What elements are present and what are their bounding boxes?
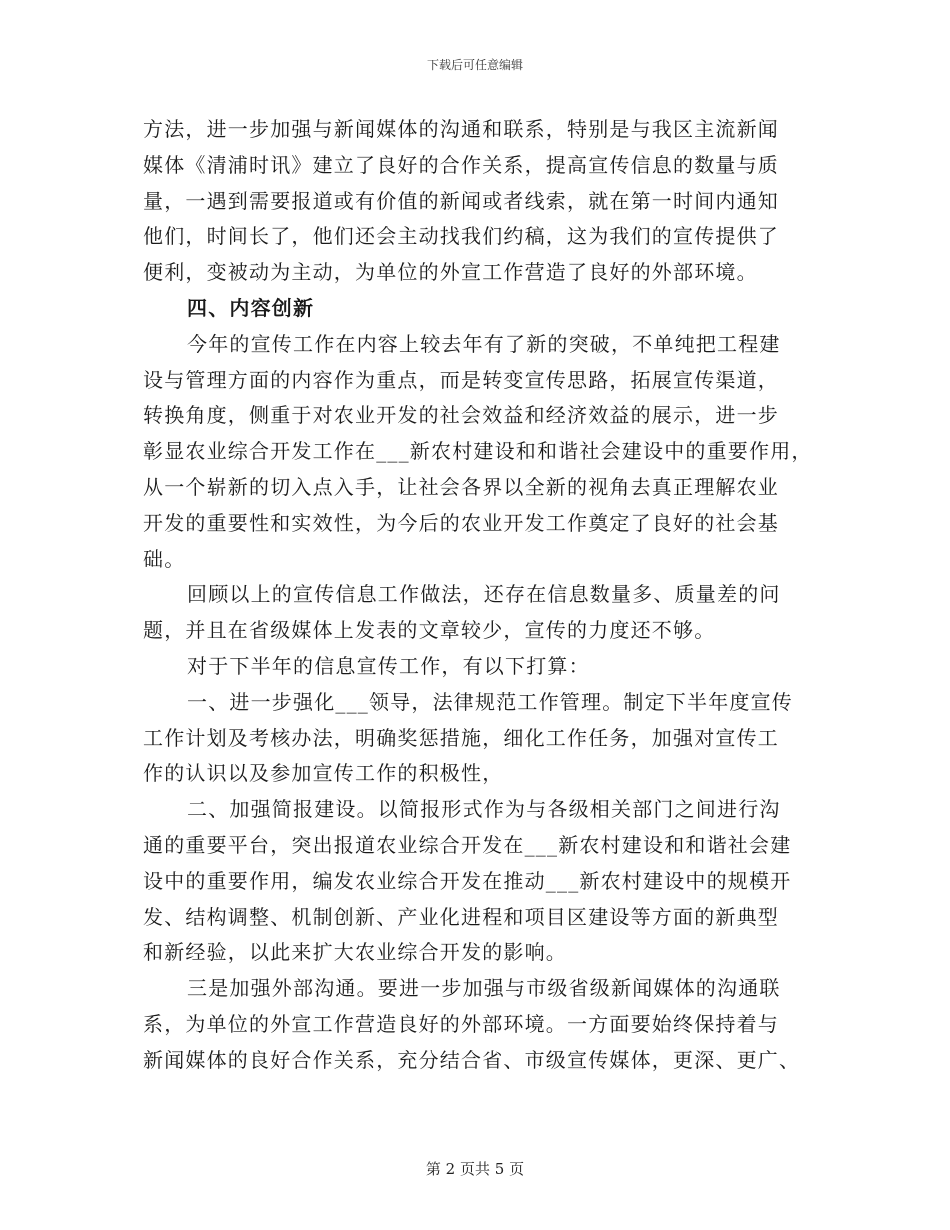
text-line: 新闻媒体的良好合作关系，充分结合省、市级宣传媒体，更深、更广、 — [143, 1047, 801, 1072]
paragraph-first-line: 二、加强简报建设。以简报形式作为与各级相关部门之间进行沟 — [187, 797, 781, 822]
text-line: 转换角度，侧重于对农业开发的社会效益和经济效益的展示，进一步 — [143, 403, 779, 428]
document-body — [143, 112, 815, 1079]
section-heading: 四、内容创新 — [187, 295, 315, 320]
text-line: 础。 — [143, 546, 186, 571]
page-header: 下载后可任意编辑 — [426, 58, 523, 72]
page-footer: 第 2 页共 5 页 — [425, 1160, 525, 1178]
text-line: 作的认识以及参加宣传工作的积极性， — [143, 761, 504, 786]
text-line: 工作计划及考核办法，明确奖惩措施，细化工作任务，加强对宣传工 — [143, 725, 779, 750]
paragraph-first-line: 三是加强外部沟通。要进一步加强与市级省级新闻媒体的沟通联 — [187, 976, 781, 1001]
paragraph-first-line: 对于下半年的信息宣传工作，有以下打算： — [187, 653, 590, 678]
text-line: 通的重要平台，突出报道农业综合开发在___新农村建设和和谐社会建 — [143, 832, 792, 857]
text-line: 设与管理方面的内容作为重点，而是转变宣传思路，拓展宣传渠道， — [143, 367, 779, 392]
text-line: 从一个崭新的切入点入手，让社会各界以全新的视角去真正理解农业 — [143, 474, 779, 499]
text-line: 发、结构调整、机制创新、产业化进程和项目区建设等方面的新典型 — [143, 904, 779, 929]
text-line: 设中的重要作用，编发农业综合开发在推动___新农村建设中的规模开 — [143, 868, 792, 893]
text-line: 方法，进一步加强与新闻媒体的沟通和联系，特别是与我区主流新闻 — [143, 117, 779, 141]
text-line: 题，并且在省级媒体上发表的文章较少，宣传的力度还不够。 — [143, 618, 716, 643]
paragraph-first-line: 一、进一步强化___领导，法律规范工作管理。制定下半年度宣传 — [187, 689, 793, 714]
text-line: 彰显农业综合开发工作在___新农村建设和和谐社会建设中的重要作用， — [143, 439, 813, 464]
text-line: 媒体《清浦时讯》建立了良好的合作关系，提高宣传信息的数量与质 — [143, 152, 779, 177]
text-line: 和新经验，以此来扩大农业综合开发的影响。 — [143, 940, 567, 965]
text-line: 开发的重要性和实效性，为今后的农业开发工作奠定了良好的社会基 — [143, 510, 779, 535]
text-line: 量，一遇到需要报道或有价值的新闻或者线索，就在第一时间内通知 — [143, 188, 779, 213]
text-line: 系，为单位的外宣工作营造良好的外部环境。一方面要始终保持着与 — [143, 1011, 779, 1036]
text-line: 便利，变被动为主动，为单位的外宣工作营造了良好的外部环境。 — [143, 260, 758, 285]
text-line: 他们，时间长了，他们还会主动找我们约稿，这为我们的宣传提供了 — [143, 224, 779, 249]
paragraph-first-line: 回顾以上的宣传信息工作做法，还存在信息数量多、质量差的问 — [187, 582, 781, 607]
paragraph-first-line: 今年的宣传工作在内容上较去年有了新的突破，不单纯把工程建 — [187, 331, 781, 356]
